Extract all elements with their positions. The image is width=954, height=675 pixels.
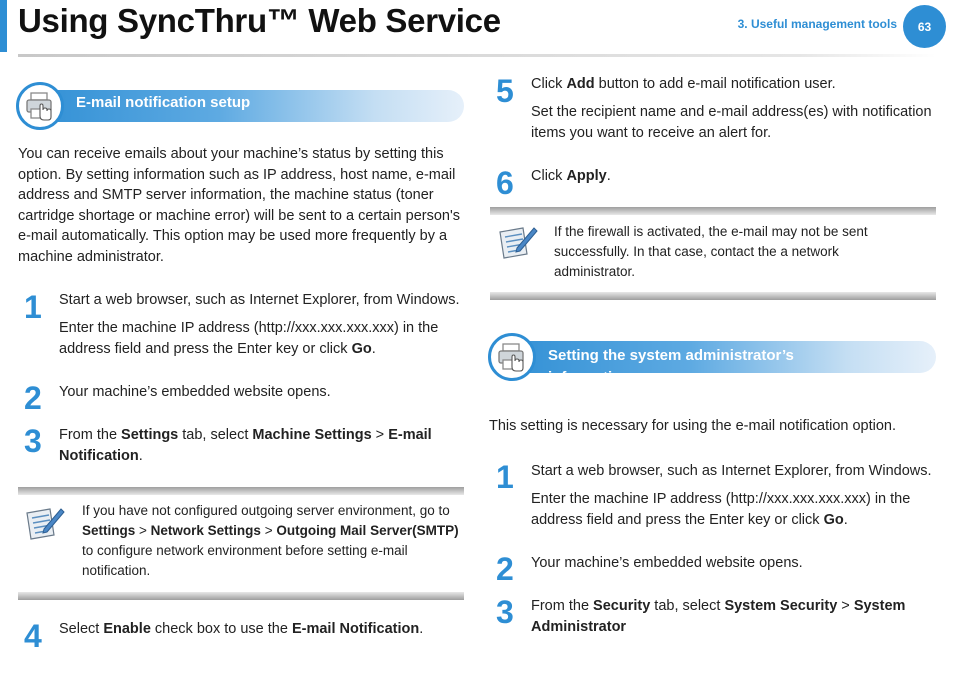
step-number: 6 (496, 165, 514, 201)
header-accent-bar (0, 0, 7, 52)
note-bottom-border (490, 292, 936, 300)
step-number: 5 (496, 73, 514, 109)
section-title: Setting the system administrator’s information (548, 347, 794, 386)
step-number: 1 (496, 459, 514, 495)
note-memo-icon (497, 222, 539, 260)
intro-paragraph: You can receive emails about your machine’s status by setting this option. By setting information such as IP address, host name, e-mail address and SMTP server information, the machine status (toner cartridge shortage or machine error) will be sent to a certain person's e-mail automatically. This option may be used more frequently by a machine administrator. (18, 146, 461, 265)
note-top-border (490, 207, 936, 215)
step-text: Select Enable check box to use the E-mail Notification. (59, 621, 424, 637)
step-text: From the Security tab, select System Security > System Administrator (531, 598, 906, 635)
step-text: Click Apply. (531, 168, 611, 184)
step-number: 1 (24, 289, 42, 325)
page-number-badge: 63 (903, 5, 946, 48)
note-top-border (18, 487, 464, 495)
note-bottom-border (18, 592, 464, 600)
section-header-email-notification (18, 90, 464, 122)
step-text: Start a web browser, such as Internet Explorer, from Windows. Enter the machine IP address (http://xxx.xxx.xxx.xxx) in the address field and press the Enter key or click Go. (531, 463, 932, 528)
step-number: 2 (24, 380, 42, 416)
step-text: Your machine’s embedded website opens. (59, 384, 331, 400)
intro-paragraph: This setting is necessary for using the e-mail notification option. (489, 418, 897, 434)
step-text: Start a web browser, such as Internet Explorer, from Windows. Enter the machine IP address (http://xxx.xxx.xxx.xxx) in the address field and press the Enter key or click Go. (59, 292, 460, 357)
step-number: 3 (496, 594, 514, 630)
step-number: 2 (496, 551, 514, 587)
note-text: If the firewall is activated, the e-mail may not be sent successfully. In that case, contact the a network administrator. (554, 224, 868, 279)
note-text: If you have not configured outgoing server environment, go to Settings > Network Settings > Outgoing Mail Server(SMTP) to configure network environment before setting e-mail notification. (82, 503, 459, 578)
step-number: 4 (24, 618, 42, 654)
step-text: Your machine’s embedded website opens. (531, 555, 803, 571)
step-text: From the Settings tab, select Machine Settings > E-mail Notification. (59, 427, 432, 464)
printer-touch-icon (16, 82, 64, 130)
chapter-label: 3. Useful management tools (737, 17, 897, 31)
step-number: 3 (24, 423, 42, 459)
section-title: E-mail notification setup (76, 94, 251, 111)
header-divider (18, 54, 936, 57)
page-title: Using SyncThru™ Web Service (18, 2, 501, 39)
note-memo-icon (24, 503, 66, 541)
section-header-system-administrator (490, 341, 936, 386)
step-text: Click Add button to add e-mail notification user. Set the recipient name and e-mail address(es) with notification items you want to receive an alert for. (531, 76, 932, 141)
printer-touch-icon (488, 333, 536, 381)
